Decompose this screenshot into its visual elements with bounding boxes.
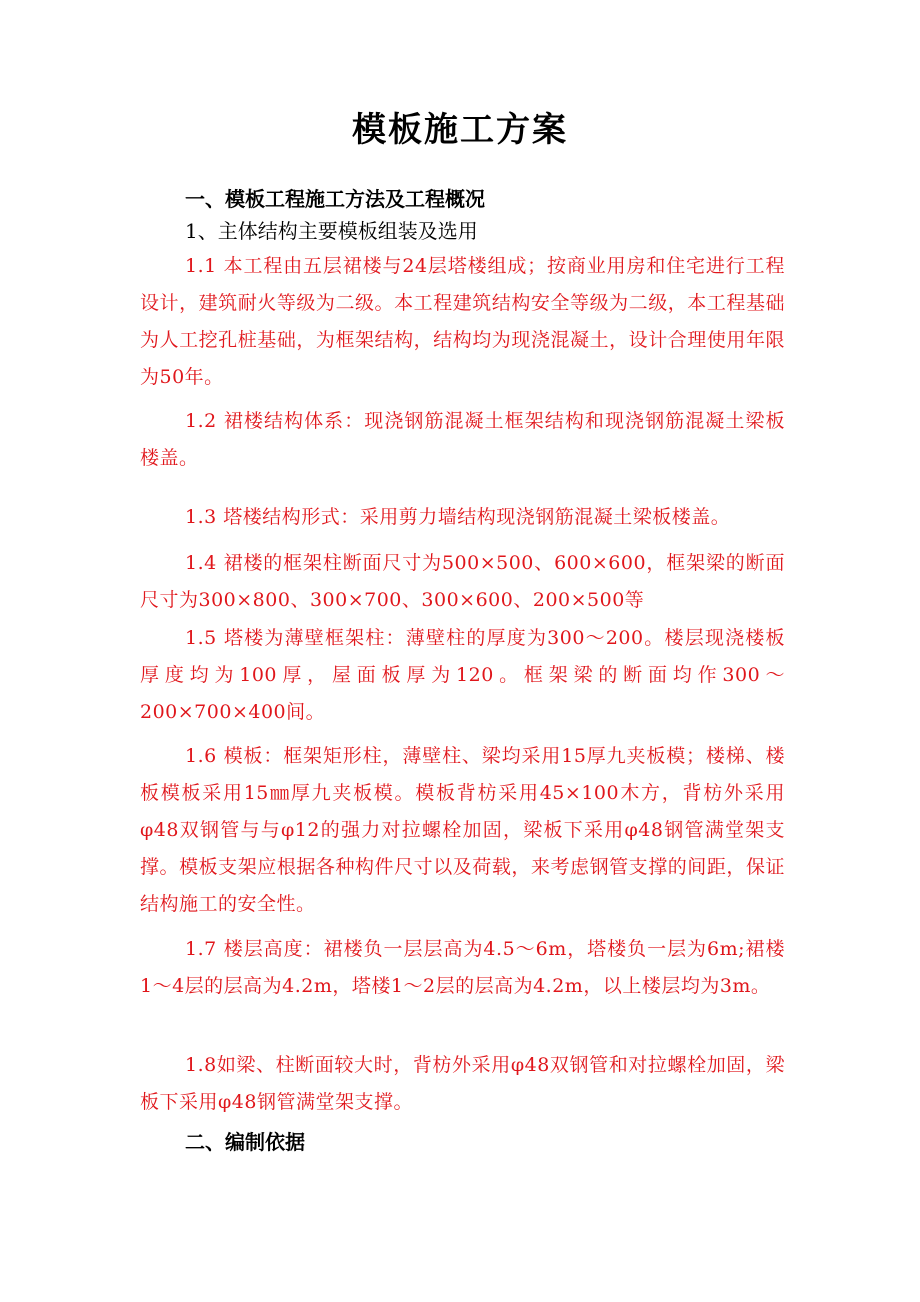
paragraph-1-5: 1.5 塔楼为薄壁框架柱：薄壁柱的厚度为300～200。楼层现浇楼板厚度均为100厚，屋面板厚为120。框架梁的断面均作300～200×700×400间。 (140, 627, 785, 723)
document-title: 模板施工方案 (352, 110, 568, 150)
paragraph-1-2: 1.2 裙楼结构体系：现浇钢筋混凝土框架结构和现浇钢筋混凝土梁板楼盖。 (140, 410, 785, 469)
paragraph-1-4: 1.4 裙楼的框架柱断面尺寸为500×500、600×600，框架梁的断面尺寸为300×800、300×700、300×600、200×500等 (140, 552, 785, 611)
paragraph-1-1: 1.1 本工程由五层裙楼与24层塔楼组成；按商业用房和住宅进行工程设计，建筑耐火等级为二级。本工程建筑结构安全等级为二级，本工程基础为人工挖孔桩基础，为框架结构，结构均为现浇混凝土，设计合理使用年限为50年。 (140, 255, 785, 388)
subsection-heading-1: 1、主体结构主要模板组装及选用 (185, 219, 478, 243)
paragraph-1-8: 1.8如梁、柱断面较大时，背枋外采用φ48双钢管和对拉螺栓加固，梁板下采用φ48钢管满堂架支撑。 (140, 1054, 785, 1113)
paragraph-1-7: 1.7 楼层高度：裙楼负一层层高为4.5～6m，塔楼负一层为6m;裙楼1～4层的层高为4.2m，塔楼1～2层的层高为4.2m，以上楼层均为3m。 (140, 938, 785, 997)
paragraph-1-3: 1.3 塔楼结构形式：采用剪力墙结构现浇钢筋混凝土梁板楼盖。 (185, 506, 731, 528)
section-heading-2: 二、编制依据 (185, 1130, 305, 1154)
paragraph-1-6: 1.6 模板：框架矩形柱，薄壁柱、梁均采用15厚九夹板模；楼梯、楼板模板采用15㎜厚九夹板模。模板背枋采用45×100木方，背枋外采用φ48双钢管与与φ12的强力对拉螺栓加固，梁板下采用φ48钢管满堂架支撑。模板支架应根据各种构件尺寸以及荷载，来考虑钢管支撑的间距，保证结构施工的安全性。 (140, 745, 785, 915)
section-heading-1: 一、模板工程施工方法及工程概况 (185, 187, 485, 211)
